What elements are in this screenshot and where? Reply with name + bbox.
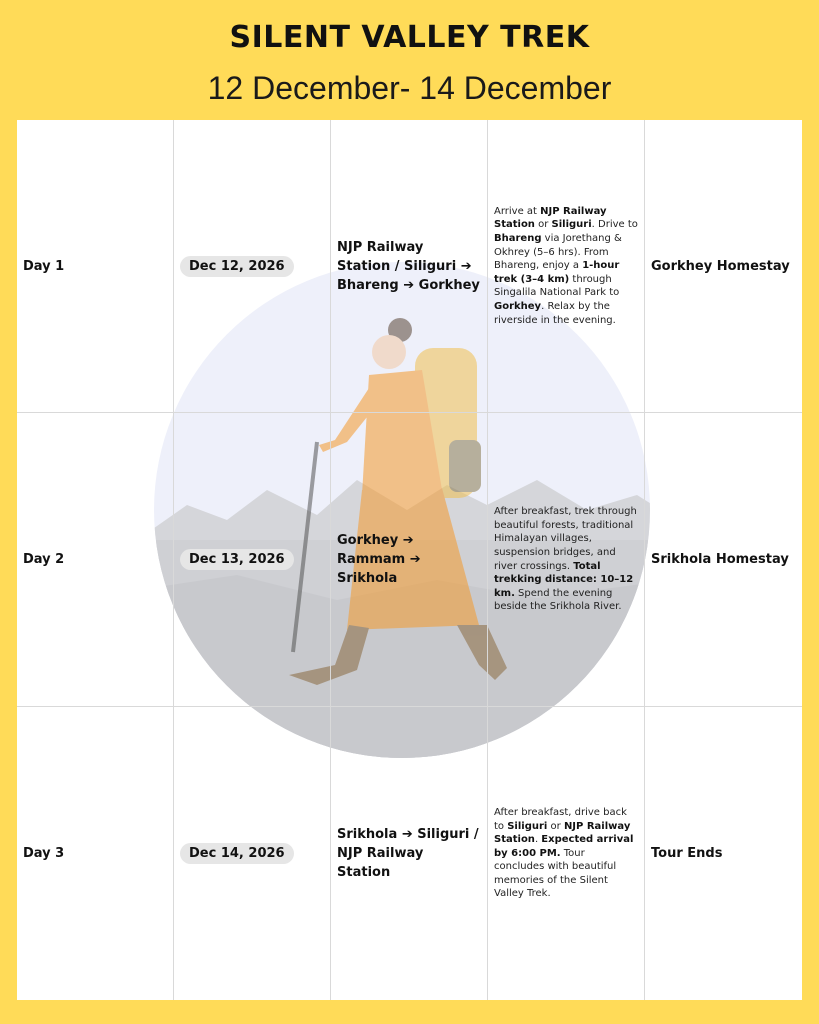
- stay-text: Srikhola Homestay: [651, 552, 789, 567]
- stay-cell: [645, 120, 802, 413]
- stay-cell: [645, 707, 802, 1000]
- table-row: [17, 413, 174, 707]
- itinerary-table: [17, 120, 802, 1000]
- date-cell: [174, 707, 331, 1000]
- route-text: Gorkhey ➔ Rammam ➔ Srikhola: [337, 533, 421, 586]
- route-cell: [331, 120, 488, 413]
- day-description: Arrive at NJP Railway Station or Siliguri. Drive to Bhareng via Jorethang & Okhrey (5–6 hrs). From Bhareng, enjoy a 1-hour trek (3–4 km) through Singalila National Park to Gorkhey. Relax by the riverside in the evening.: [494, 205, 638, 326]
- date-cell: [174, 120, 331, 413]
- stay-text: Tour Ends: [651, 846, 723, 861]
- description-cell: [488, 413, 645, 707]
- table-row: [17, 120, 174, 413]
- route-cell: [331, 707, 488, 1000]
- day-label: Day 1: [23, 258, 65, 274]
- stay-cell: [645, 413, 802, 707]
- page-subtitle: 12 December- 14 December: [207, 70, 612, 106]
- route-text: NJP Railway Station / Siliguri ➔ Bhareng ➔ Gorkhey: [337, 239, 480, 293]
- day-label: Day 3: [23, 846, 65, 861]
- description-cell: [488, 120, 645, 413]
- table-row: [17, 707, 174, 1000]
- description-cell: [488, 707, 645, 1000]
- page-title: SILENT VALLEY TREK: [229, 20, 590, 55]
- date-badge: Dec 14, 2026: [180, 843, 294, 864]
- date-badge: Dec 13, 2026: [180, 549, 294, 570]
- stay-text: Gorkhey Homestay: [651, 258, 790, 274]
- date-cell: [174, 413, 331, 707]
- day-label: Day 2: [23, 552, 65, 567]
- day-description: After breakfast, drive back to Siliguri or NJP Railway Station. Expected arrival by 6:00 PM. Tour concludes with beautiful memories of the Silent Valley Trek.: [494, 806, 634, 900]
- itinerary-sheet: [17, 120, 802, 1000]
- route-cell: [331, 413, 488, 707]
- date-badge: Dec 12, 2026: [180, 256, 294, 277]
- day-description: After breakfast, trek through beautiful forests, traditional Himalayan villages, suspension bridges, and river crossings. Total trekking distance: 10–12 km. Spend the evening beside the Srikhola River.: [494, 506, 637, 613]
- route-text: Srikhola ➔ Siliguri / NJP Railway Station: [337, 827, 479, 880]
